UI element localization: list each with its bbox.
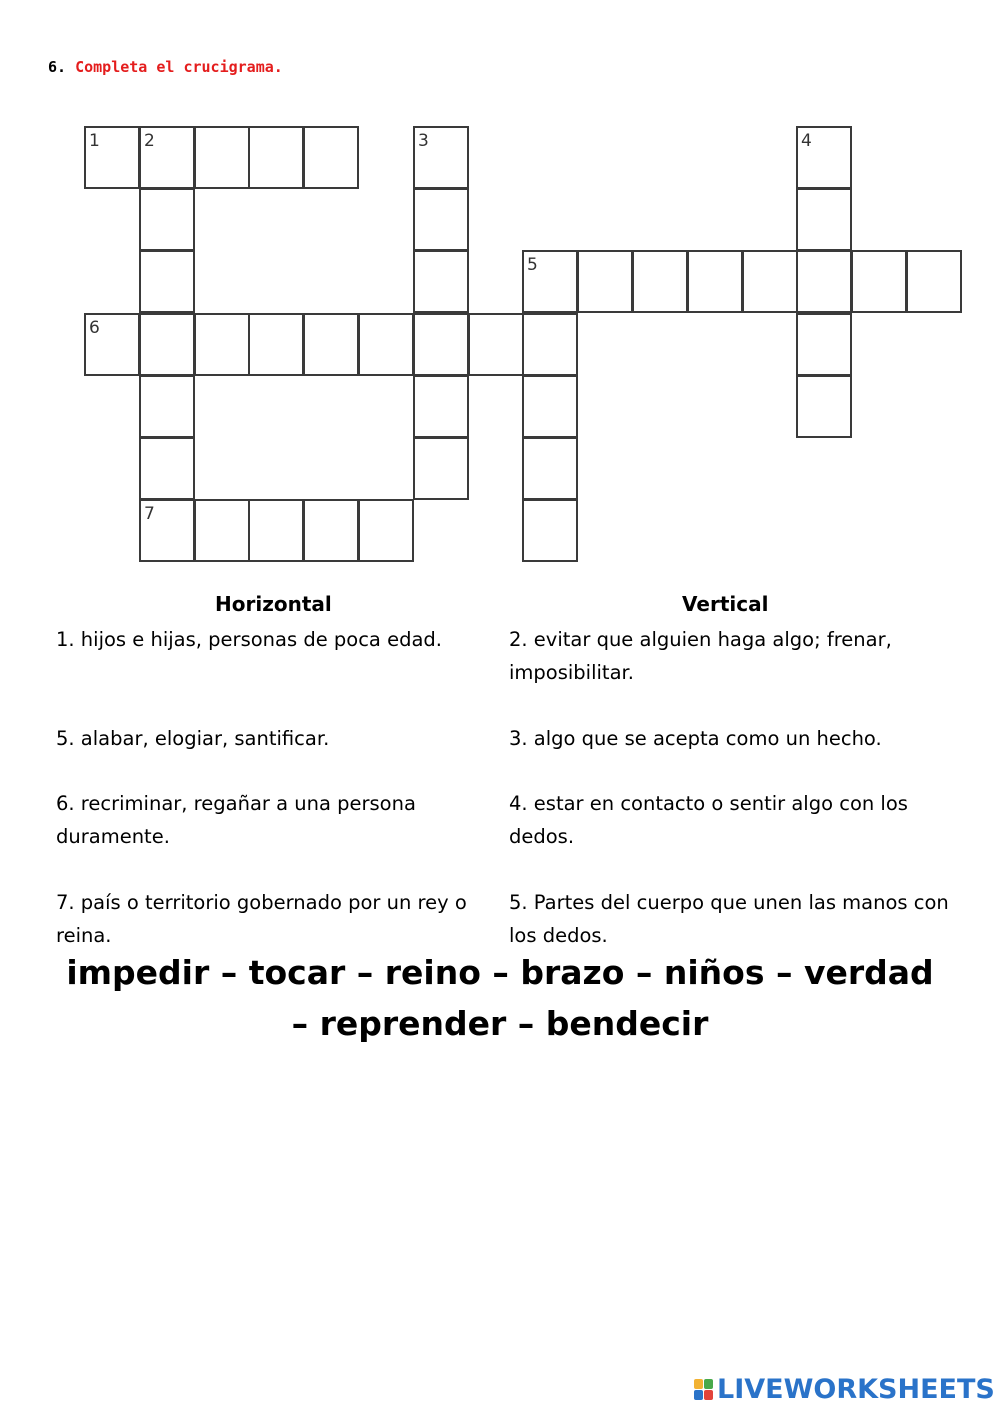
crossword-cell-input[interactable]: [853, 252, 905, 311]
crossword-cell-input[interactable]: [360, 315, 412, 374]
crossword-cell-input[interactable]: [250, 501, 302, 560]
crossword-cell[interactable]: [906, 250, 962, 313]
crossword-cell[interactable]: [84, 313, 140, 376]
crossword-cell-input[interactable]: [415, 252, 467, 311]
clue-number: 6: [89, 318, 100, 338]
crossword-cell[interactable]: [303, 499, 359, 562]
crossword-cell[interactable]: [139, 188, 195, 251]
crossword-cell-input[interactable]: [250, 315, 302, 374]
clue-horizontal-5: 5. alabar, elogiar, santificar.: [56, 727, 330, 750]
crossword-cell[interactable]: [796, 126, 852, 189]
crossword-cell[interactable]: [851, 250, 907, 313]
logo-tile: [694, 1390, 703, 1400]
crossword-cell[interactable]: [522, 375, 578, 438]
crossword-cell-input[interactable]: [579, 252, 631, 311]
logo-tile: [694, 1379, 703, 1389]
crossword-cell-input[interactable]: [196, 128, 248, 187]
liveworksheets-logo-icon: [694, 1379, 713, 1400]
crossword-cell[interactable]: [303, 313, 359, 376]
crossword-cell-input[interactable]: [305, 128, 357, 187]
crossword-cell[interactable]: [632, 250, 688, 313]
crossword-cell[interactable]: [139, 499, 195, 562]
crossword-cell[interactable]: [248, 126, 304, 189]
crossword-cell-input[interactable]: [196, 501, 248, 560]
crossword-cell-input[interactable]: [634, 252, 686, 311]
clue-vertical-5: 5. Partes del cuerpo que unen las manos con los dedos.: [509, 891, 949, 947]
crossword-cell-input[interactable]: [415, 439, 467, 498]
clue-number: 7: [144, 504, 155, 524]
crossword-cell[interactable]: [139, 126, 195, 189]
crossword-cell-input[interactable]: [470, 315, 522, 374]
liveworksheets-logo: [694, 1373, 995, 1405]
crossword-cell[interactable]: [413, 188, 469, 251]
logo-tile: [704, 1390, 713, 1400]
crossword-cell[interactable]: [413, 437, 469, 500]
crossword-cell-input[interactable]: [415, 128, 467, 187]
crossword-cell[interactable]: [413, 375, 469, 438]
crossword-cell-input[interactable]: [141, 439, 193, 498]
crossword-cell-input[interactable]: [141, 377, 193, 436]
crossword-cell[interactable]: [796, 375, 852, 438]
crossword-cell-input[interactable]: [908, 252, 960, 311]
crossword-cell[interactable]: [248, 313, 304, 376]
clue-number: 1: [89, 131, 100, 151]
crossword-cell-input[interactable]: [305, 501, 357, 560]
crossword-cell-input[interactable]: [798, 190, 850, 249]
crossword-cell[interactable]: [84, 126, 140, 189]
crossword-cell-input[interactable]: [86, 315, 138, 374]
crossword-cell[interactable]: [522, 437, 578, 500]
crossword-cell[interactable]: [522, 313, 578, 376]
clue-number: 2: [144, 131, 155, 151]
crossword-cell[interactable]: [139, 375, 195, 438]
word-bank-line-1: impedir – tocar – reino – brazo – niños – verdad: [66, 953, 934, 992]
instruction-text: Completa el crucigrama.: [75, 58, 283, 76]
crossword-cell[interactable]: [577, 250, 633, 313]
crossword-cell-input[interactable]: [798, 252, 850, 311]
clue-vertical-4: 4. estar en contacto o sentir algo con los dedos.: [509, 792, 908, 848]
crossword-grid: [0, 0, 1000, 580]
clue-number: 3: [418, 131, 429, 151]
crossword-cell-input[interactable]: [798, 128, 850, 187]
crossword-cell-input[interactable]: [250, 128, 302, 187]
crossword-cell-input[interactable]: [141, 252, 193, 311]
crossword-cell-input[interactable]: [798, 377, 850, 436]
crossword-cell[interactable]: [796, 188, 852, 251]
crossword-cell-input[interactable]: [524, 377, 576, 436]
crossword-cell[interactable]: [742, 250, 798, 313]
crossword-cell-input[interactable]: [360, 501, 412, 560]
vertical-heading: Vertical: [682, 592, 769, 616]
crossword-cell-input[interactable]: [305, 315, 357, 374]
crossword-cell[interactable]: [358, 313, 414, 376]
instruction-number: 6.: [48, 58, 67, 76]
crossword-cell-input[interactable]: [524, 252, 576, 311]
crossword-cell-input[interactable]: [141, 190, 193, 249]
crossword-cell[interactable]: [522, 499, 578, 562]
crossword-cell[interactable]: [796, 313, 852, 376]
crossword-cell-input[interactable]: [141, 501, 193, 560]
crossword-cell[interactable]: [194, 499, 250, 562]
crossword-cell[interactable]: [413, 313, 469, 376]
crossword-cell[interactable]: [139, 313, 195, 376]
crossword-cell[interactable]: [139, 437, 195, 500]
horizontal-heading: Horizontal: [215, 592, 332, 616]
crossword-cell[interactable]: [522, 250, 578, 313]
crossword-cell[interactable]: [194, 126, 250, 189]
crossword-cell-input[interactable]: [86, 128, 138, 187]
crossword-cell-input[interactable]: [524, 439, 576, 498]
crossword-cell[interactable]: [248, 499, 304, 562]
crossword-cell[interactable]: [139, 250, 195, 313]
crossword-cell-input[interactable]: [415, 315, 467, 374]
crossword-cell[interactable]: [687, 250, 743, 313]
crossword-cell[interactable]: [358, 499, 414, 562]
clue-horizontal-7: 7. país o territorio gobernado por un rey o reina.: [56, 891, 467, 947]
crossword-cell[interactable]: [796, 250, 852, 313]
clue-vertical-2: 2. evitar que alguien haga algo; frenar, imposibilitar.: [509, 628, 892, 684]
crossword-cell[interactable]: [194, 313, 250, 376]
crossword-cell-input[interactable]: [415, 190, 467, 249]
crossword-cell-input[interactable]: [141, 315, 193, 374]
logo-tile: [704, 1379, 713, 1389]
crossword-cell-input[interactable]: [689, 252, 741, 311]
clue-horizontal-6: 6. recriminar, regañar a una persona duramente.: [56, 792, 416, 848]
clue-vertical-3: 3. algo que se acepta como un hecho.: [509, 727, 882, 750]
crossword-cell-input[interactable]: [415, 377, 467, 436]
crossword-cell[interactable]: [413, 126, 469, 189]
crossword-cell-input[interactable]: [524, 315, 576, 374]
clue-number: 5: [527, 255, 538, 275]
crossword-cell[interactable]: [303, 126, 359, 189]
crossword-cell[interactable]: [413, 250, 469, 313]
crossword-cell-input[interactable]: [141, 128, 193, 187]
crossword-cell-input[interactable]: [524, 501, 576, 560]
clue-number: 4: [801, 131, 812, 151]
logo-text: LIVEWORKSHEETS: [717, 1373, 995, 1405]
crossword-cell-input[interactable]: [744, 252, 796, 311]
crossword-cell-input[interactable]: [196, 315, 248, 374]
clue-horizontal-1: 1. hijos e hijas, personas de poca edad.: [56, 628, 442, 651]
crossword-cell[interactable]: [468, 313, 524, 376]
crossword-cell-input[interactable]: [798, 315, 850, 374]
word-bank-line-2: – reprender – bendecir: [291, 1004, 709, 1043]
